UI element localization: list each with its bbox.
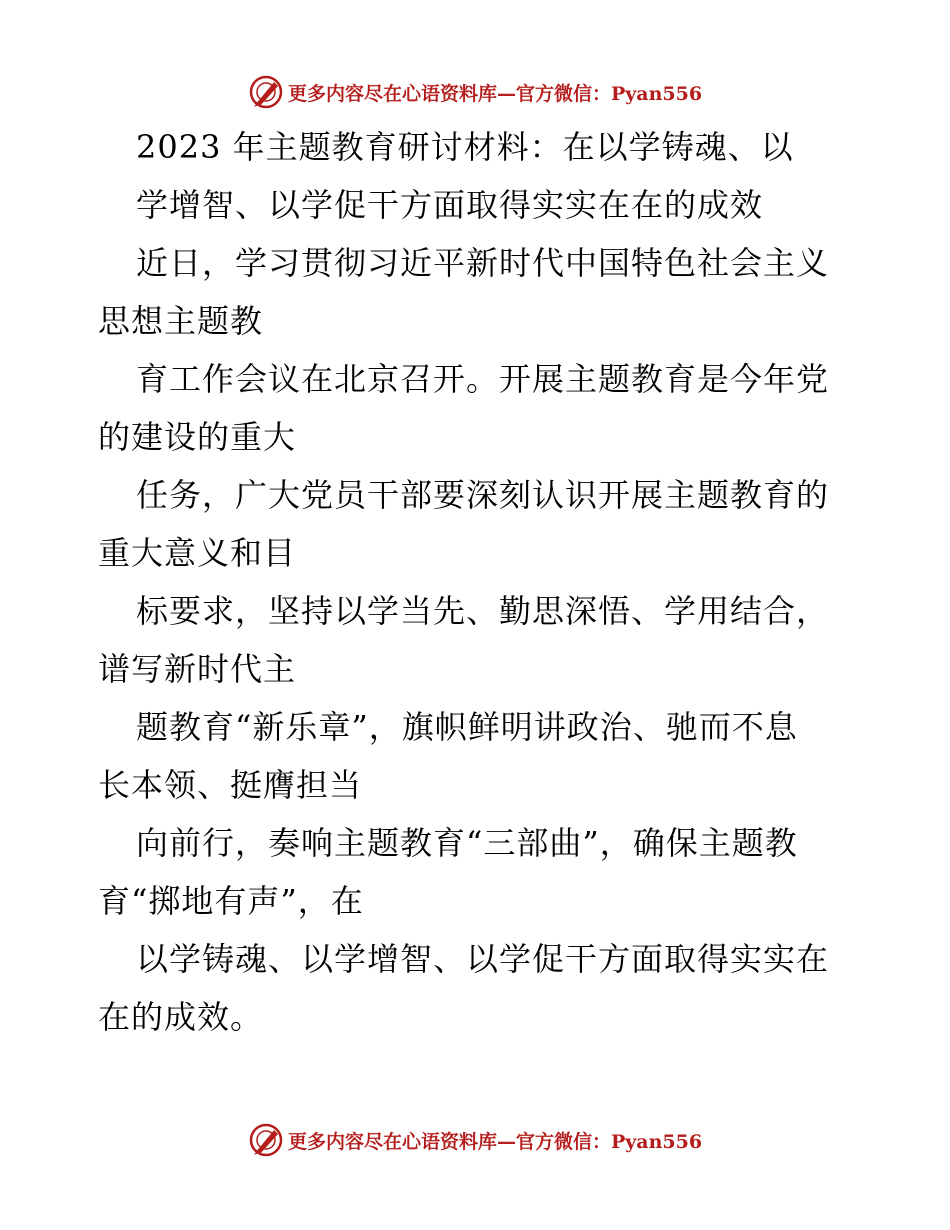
- body-line: 近日，学习贯彻习近平新时代中国特色社会主义: [136, 244, 830, 282]
- body-line: 的建设的重大: [98, 418, 297, 456]
- watermark-text: 更多内容尽在心语资料库—官方微信：Pyan556: [287, 82, 703, 105]
- body-line: 重大意义和目: [98, 534, 297, 572]
- body-line: 标要求，坚持以学当先、勤思深悟、学用结合，: [136, 592, 830, 630]
- body-line: 思想主题教: [98, 302, 264, 340]
- pen-logo-icon: [248, 1122, 284, 1158]
- body-line: 向前行，奏响主题教育“三部曲”，确保主题教: [136, 824, 798, 862]
- body-line: 以学铸魂、以学增智、以学促干方面取得实实在: [136, 940, 830, 978]
- body-line: 在的成效。: [98, 998, 264, 1036]
- body-line: 育工作会议在北京召开。开展主题教育是今年党: [136, 360, 830, 398]
- body-line: 长本领、挺膺担当: [98, 766, 363, 804]
- body-line: 育“掷地有声”，在: [98, 882, 364, 920]
- title-line-1: 2023 年主题教育研讨材料：在以学铸魂、以: [136, 128, 794, 166]
- body-line: 谱写新时代主: [98, 650, 297, 688]
- watermark-banner-bottom: [0, 1120, 950, 1160]
- watermark-text: 更多内容尽在心语资料库—官方微信：Pyan556: [287, 1130, 703, 1153]
- body-line: 任务，广大党员干部要深刻认识开展主题教育的: [136, 476, 830, 514]
- body-line: 题教育“新乐章”，旗帜鲜明讲政治、驰而不息: [136, 708, 798, 746]
- title-line-2: 学增智、以学促干方面取得实实在在的成效: [136, 186, 764, 224]
